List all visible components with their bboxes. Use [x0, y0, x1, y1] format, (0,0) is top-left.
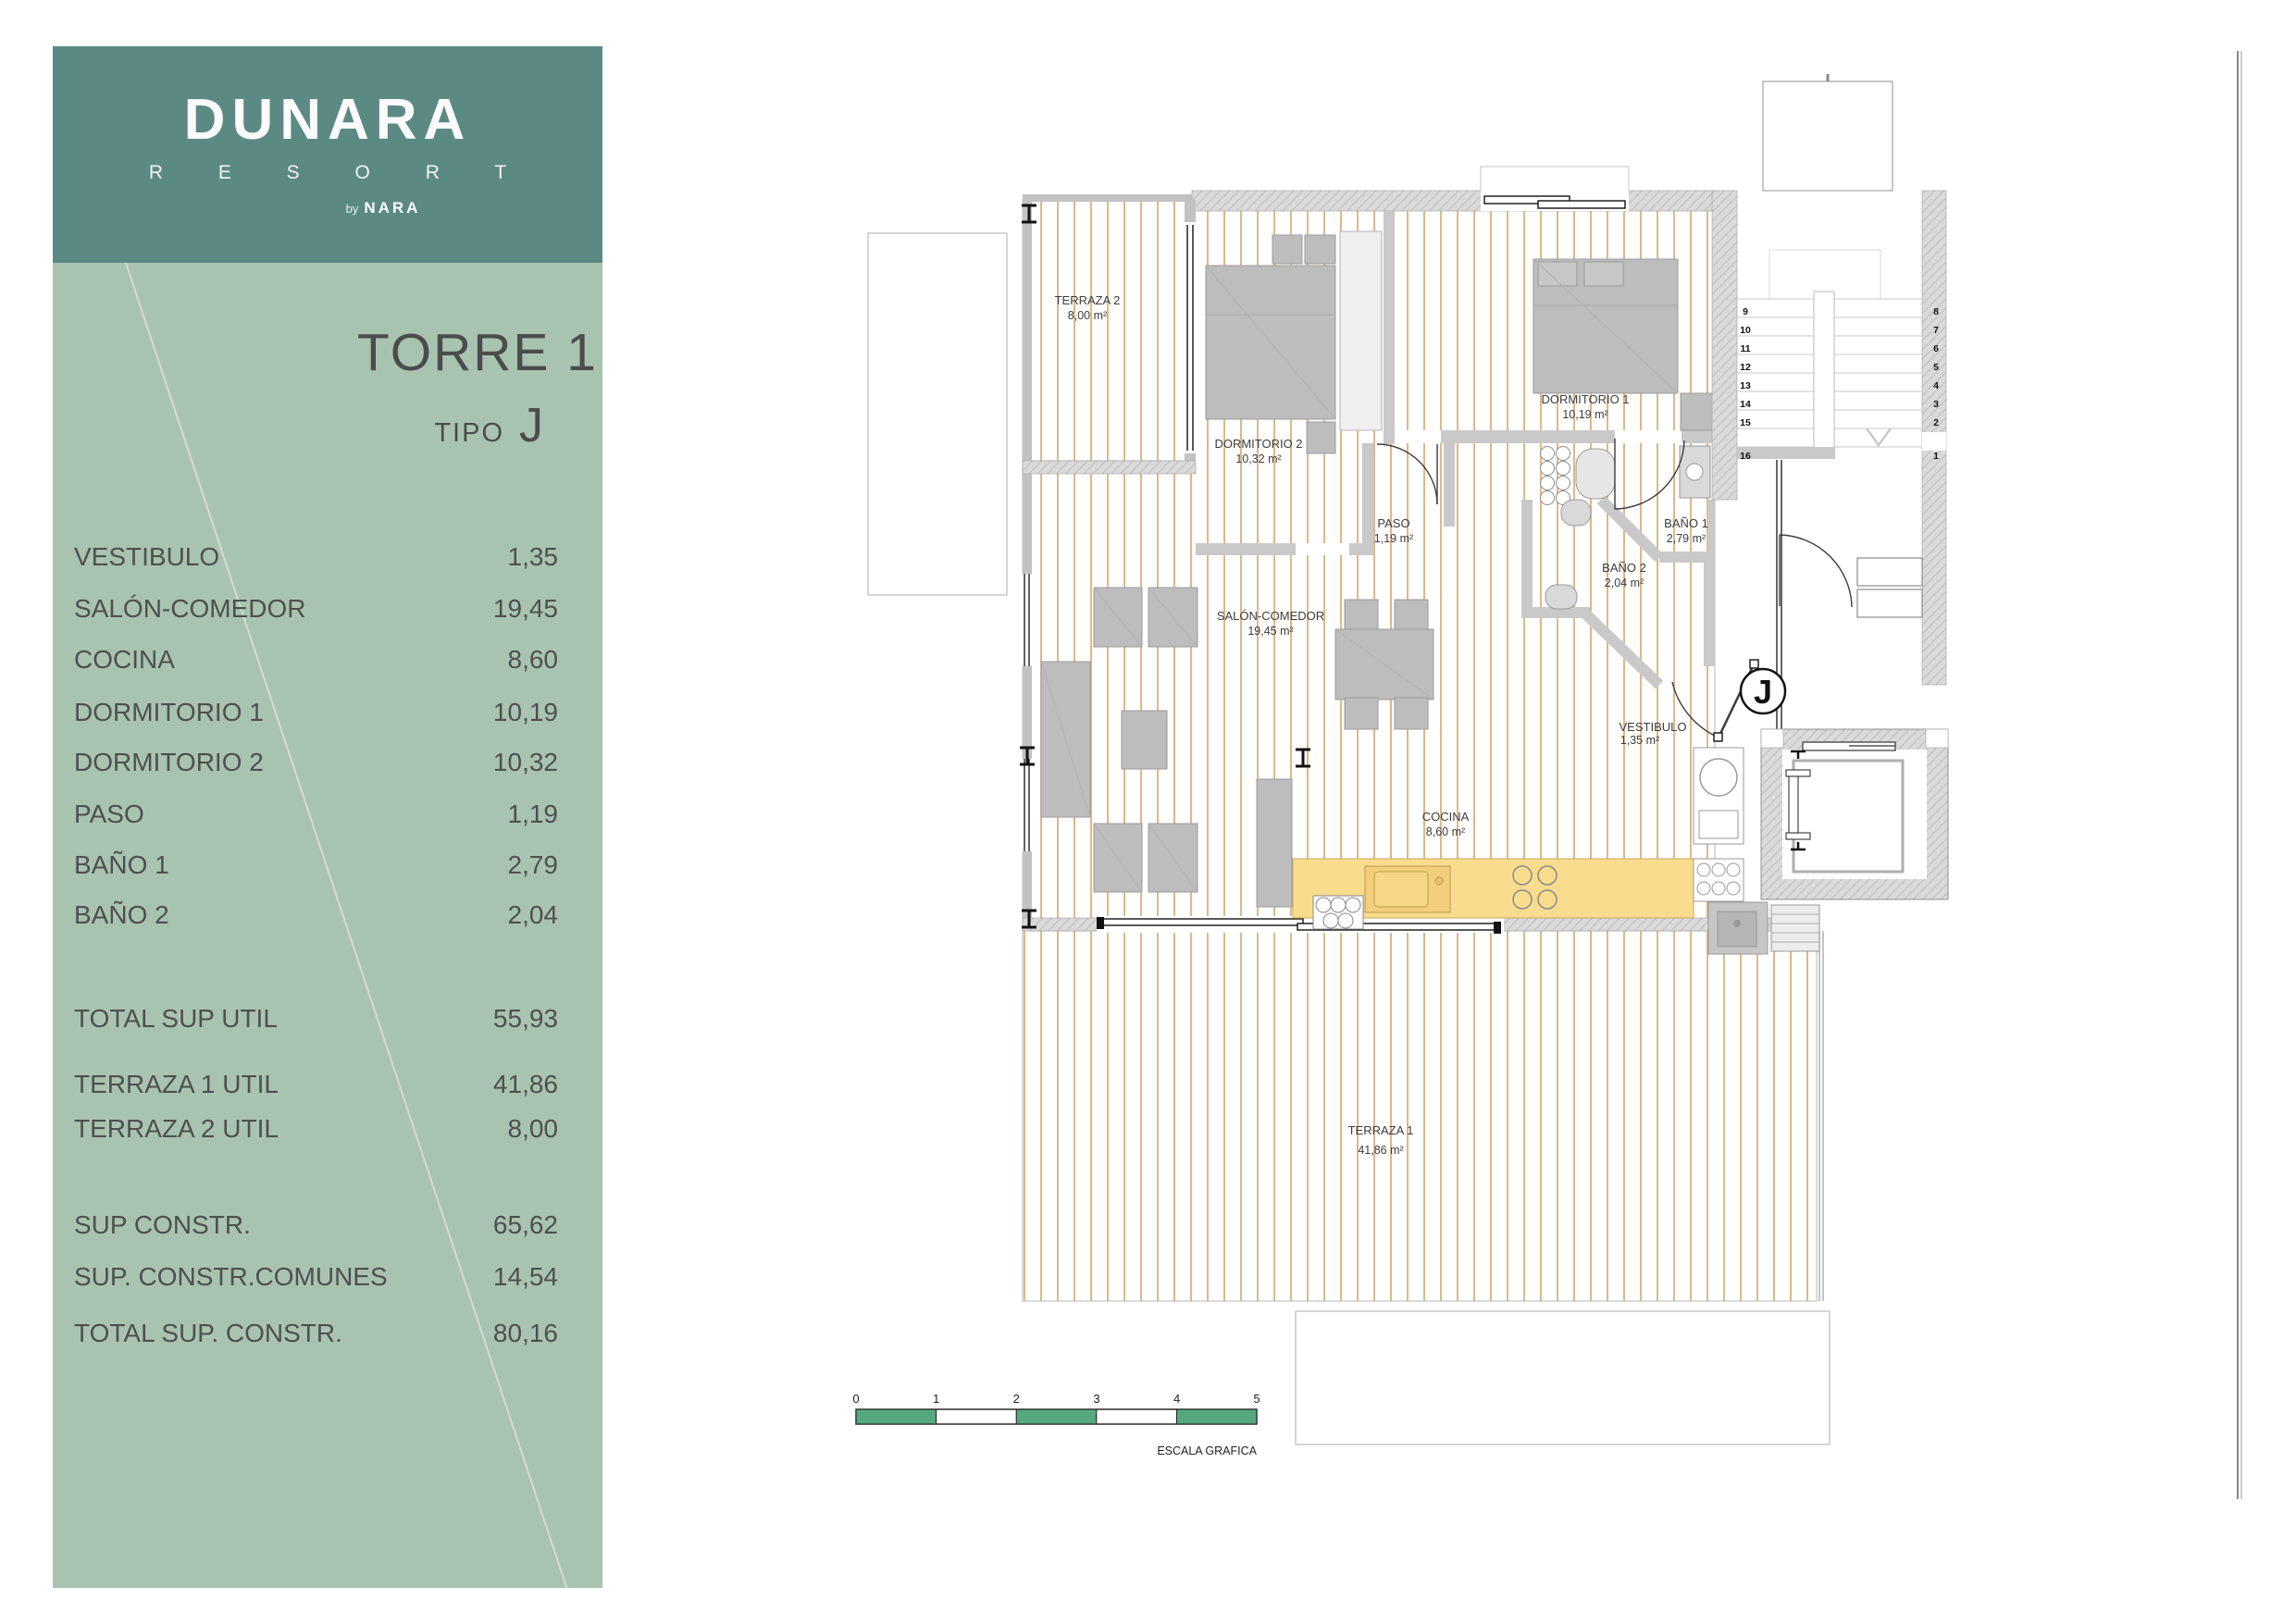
brand-byline — [346, 199, 421, 217]
neighbor-outline — [868, 233, 1007, 595]
room-label-terraza1: TERRAZA 1 — [1347, 1123, 1414, 1137]
room-label-dorm1: DORMITORIO 1 — [1541, 392, 1630, 406]
area-row-value: 1,19 — [507, 800, 558, 828]
terraza1-floor — [1023, 931, 1817, 1301]
sup-constr-row — [74, 1209, 558, 1241]
area-row — [74, 747, 558, 778]
terraza1-row — [74, 1069, 558, 1100]
stair-num: 15 — [1740, 417, 1751, 428]
total-constr-label: TOTAL SUP. CONSTR. — [74, 1319, 342, 1347]
tipo-label: TIPO — [434, 418, 504, 448]
wall-terraza2-top — [1023, 194, 1194, 202]
unit-badge-letter: J — [1753, 673, 1773, 711]
wall-top — [1192, 191, 1715, 211]
byline-prefix: by — [345, 202, 359, 216]
lower-outline — [1296, 1311, 1830, 1444]
area-row-label: PASO — [74, 800, 144, 828]
terraza2-label: TERRAZA 2 UTIL — [74, 1114, 279, 1143]
room-area-bano2: 2,04 m² — [1604, 576, 1644, 589]
room-label-vestibulo: VESTIBULO — [1619, 720, 1687, 734]
stair-num: 9 — [1743, 306, 1748, 317]
area-row-value: 2,79 — [507, 850, 558, 879]
scale-tick: 4 — [1173, 1392, 1181, 1406]
stair-num: 3 — [1933, 399, 1939, 410]
stair-num: 16 — [1740, 451, 1751, 462]
room-area-cocina: 8,60 m² — [1425, 825, 1466, 838]
wall-vestibulo-right — [1704, 563, 1715, 666]
stair-num: 4 — [1933, 380, 1939, 391]
scale-tick: 1 — [932, 1392, 940, 1406]
area-row-value: 19,45 — [492, 594, 558, 623]
stair-num: 14 — [1740, 399, 1751, 410]
bano1-door-gap — [1615, 430, 1682, 443]
graphic-scale — [852, 1392, 1260, 1457]
scale-tick: 2 — [1012, 1392, 1020, 1406]
bottle-rack — [1313, 896, 1363, 929]
area-row-value: 2,04 — [507, 900, 558, 929]
total-util-label: TOTAL SUP UTIL — [74, 1004, 278, 1033]
area-row-label: SALÓN-COMEDOR — [74, 594, 306, 623]
sup-comunes-label: SUP. CONSTR.COMUNES — [74, 1262, 388, 1291]
area-row-label: BAÑO 2 — [74, 900, 169, 929]
room-area-dorm2: 10,32 m² — [1235, 452, 1282, 465]
area-row — [74, 899, 558, 931]
wall-bano1-bottom — [1659, 552, 1715, 563]
total-constr-row — [74, 1318, 558, 1349]
area-row-value: 10,32 — [492, 748, 558, 776]
utility-units — [1708, 902, 1819, 954]
stair-num: 1 — [1933, 451, 1939, 462]
area-row-label: BAÑO 1 — [74, 850, 169, 879]
area-row-label: COCINA — [74, 645, 175, 674]
washer-closet — [1694, 748, 1744, 901]
terraza2-row — [74, 1113, 558, 1145]
room-area-salon: 19,45 m² — [1247, 625, 1294, 638]
total-util-row — [74, 1003, 558, 1035]
terraza1-label: TERRAZA 1 UTIL — [74, 1070, 279, 1098]
room-label-cocina: COCINA — [1421, 810, 1470, 824]
area-row — [74, 644, 558, 676]
stair-num: 6 — [1933, 343, 1939, 354]
info-panel — [53, 263, 602, 1588]
terraza1-value: 41,86 — [492, 1070, 558, 1098]
page-title: TORRE 1 — [356, 323, 598, 382]
floor-plan — [833, 37, 2277, 1499]
wall-paso-right — [1444, 443, 1455, 527]
total-util-value: 55,93 — [492, 1004, 558, 1033]
stair-num: 13 — [1740, 380, 1751, 391]
area-row-value: 10,19 — [492, 698, 558, 726]
terraza2-floor — [1023, 200, 1191, 461]
window-top-panel2 — [1538, 201, 1625, 208]
room-area-bano1: 2,79 m² — [1666, 532, 1706, 545]
window-left-1 — [1021, 574, 1034, 666]
room-area-terraza1: 41,86 m² — [1358, 1144, 1404, 1157]
stair-num: 7 — [1933, 325, 1939, 336]
area-row-value: 8,60 — [507, 645, 558, 674]
unit-type-title — [434, 398, 543, 453]
stair-numbers — [1740, 306, 1939, 462]
unit-badge — [1741, 669, 1785, 713]
scale-tick: 3 — [1093, 1392, 1100, 1406]
byline-brand: NARA — [364, 199, 421, 217]
area-row — [74, 849, 558, 881]
sup-comunes-value: 14,54 — [492, 1262, 558, 1291]
brand-header — [53, 46, 602, 263]
window-bay — [1481, 167, 1629, 192]
brand-logo: DUNARA — [183, 88, 472, 152]
brand-resort: R E S O R T — [148, 162, 532, 183]
area-row-label: VESTIBULO — [74, 542, 220, 571]
room-label-paso: PASO — [1377, 516, 1410, 530]
area-row — [74, 541, 558, 573]
wall-paso-left — [1362, 443, 1373, 555]
scale-label: ESCALA GRAFICA — [1157, 1444, 1257, 1457]
room-area-vestibulo: 1,35 m² — [1620, 734, 1660, 747]
area-row — [74, 697, 558, 728]
stair-num: 11 — [1740, 343, 1751, 354]
closet — [1340, 231, 1382, 430]
wall-bano1-right — [1707, 500, 1715, 563]
tipo-value: J — [519, 399, 543, 452]
total-constr-value: 80,16 — [492, 1319, 558, 1347]
room-label-dorm2: DORMITORIO 2 — [1214, 437, 1303, 451]
stair-num: 5 — [1933, 362, 1939, 373]
room-area-terraza2: 8,00 m² — [1067, 309, 1108, 322]
room-area-paso: 1,19 m² — [1373, 532, 1414, 545]
dorm2-door-gap — [1296, 543, 1349, 555]
area-row-label: DORMITORIO 2 — [74, 748, 264, 776]
room-label-terraza2: TERRAZA 2 — [1054, 293, 1121, 307]
scale-tick: 5 — [1253, 1392, 1260, 1406]
stair-num: 8 — [1933, 306, 1939, 317]
stair-num: 10 — [1740, 325, 1751, 336]
area-row-value: 1,35 — [507, 542, 558, 571]
wall-bano2-left — [1521, 500, 1533, 618]
window-left-2 — [1021, 759, 1034, 851]
sup-constr-value: 65,62 — [492, 1210, 558, 1239]
paso-opening — [1395, 430, 1441, 443]
scale-tick: 0 — [852, 1392, 860, 1406]
room-area-dorm1: 10,19 m² — [1562, 408, 1608, 421]
elevator — [1761, 729, 1948, 899]
sup-constr-label: SUP CONSTR. — [74, 1210, 251, 1239]
wall-terraza2-bottom — [1023, 461, 1196, 474]
area-row — [74, 799, 558, 830]
room-label-salon: SALÓN-COMEDOR — [1216, 609, 1325, 623]
room-label-bano2: BAÑO 2 — [1602, 561, 1646, 575]
area-row-label: DORMITORIO 1 — [74, 698, 264, 726]
room-label-bano1: BAÑO 1 — [1664, 516, 1708, 530]
stair-num: 12 — [1740, 362, 1751, 373]
terraza2-value: 8,00 — [507, 1114, 558, 1143]
sup-comunes-row — [74, 1261, 558, 1293]
wall-dorm1-dorm2 — [1384, 211, 1395, 444]
area-row — [74, 593, 558, 625]
sliding-doors-bottom — [1097, 916, 1504, 934]
stair-num: 2 — [1933, 417, 1939, 428]
window-terraza2 — [1184, 222, 1197, 453]
